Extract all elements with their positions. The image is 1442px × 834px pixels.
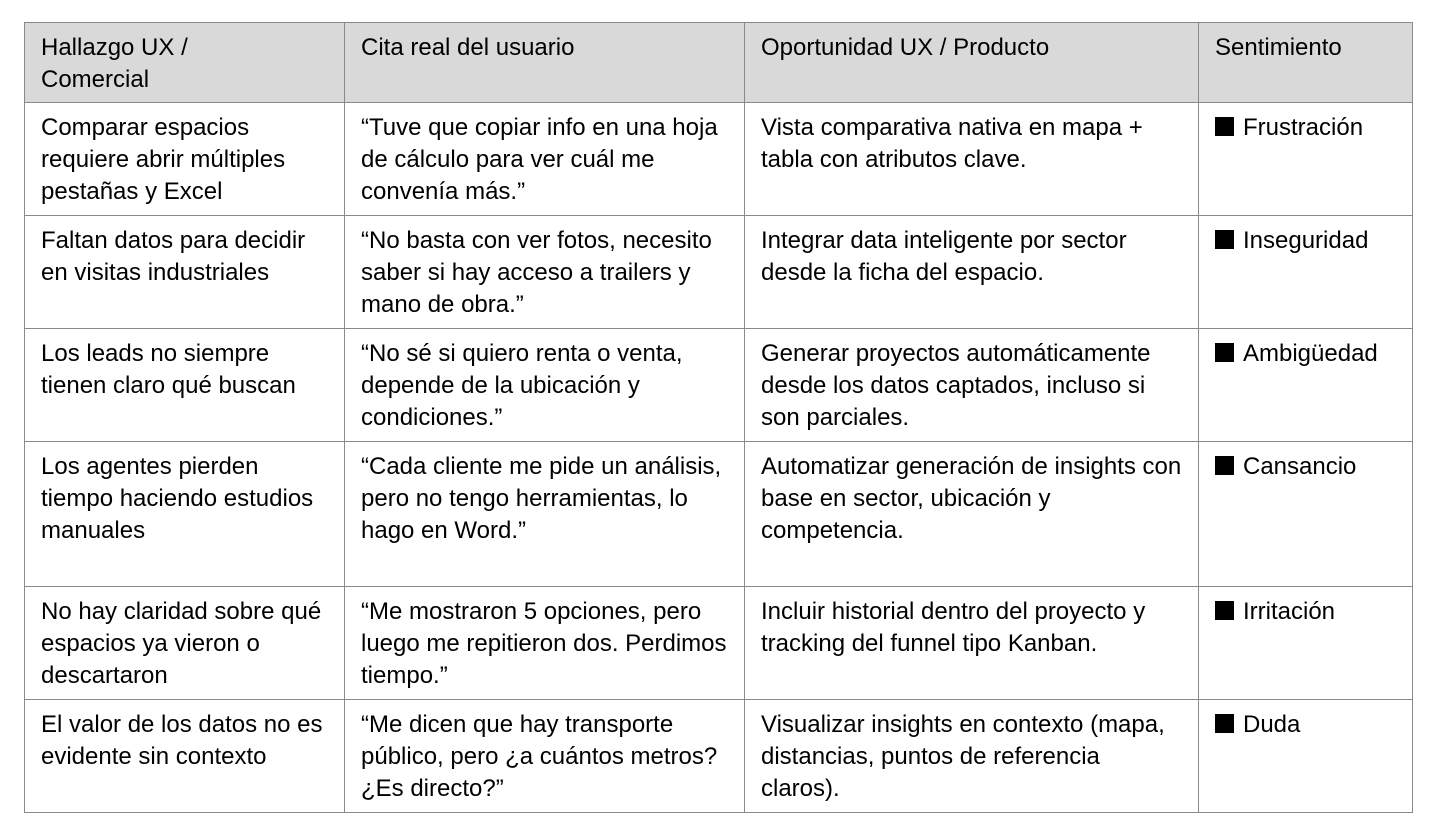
cell-sentiment [1199,329,1413,442]
cell-quote: “Me dicen que hay transporte público, pero ¿a cuántos metros? ¿Es directo?” [345,700,745,813]
table-row [25,103,1413,216]
cell-sentiment [1199,103,1413,216]
header-quote: Cita real del usuario [345,23,745,103]
sentiment-label: Duda [1243,711,1301,738]
cell-quote: “Tuve que copiar info en una hoja de cálculo para ver cuál me convenía más.” [345,103,745,216]
ux-findings-table [24,22,1413,813]
cell-quote: “Cada cliente me pide un análisis, pero no tengo herramientas, lo hago en Word.” [345,442,745,587]
cell-finding: Los agentes pierden tiempo haciendo estudios manuales [25,442,345,587]
cell-sentiment [1199,700,1413,813]
cell-finding: No hay claridad sobre qué espacios ya vieron o descartaron [25,587,345,700]
cell-opportunity: Incluir historial dentro del proyecto y tracking del funnel tipo Kanban. [745,587,1199,700]
black-square-icon [1215,601,1234,620]
header-finding-line1: Hallazgo UX / [41,34,188,61]
cell-finding: Comparar espacios requiere abrir múltiples pestañas y Excel [25,103,345,216]
sentiment-label: Ambigüedad [1243,340,1378,367]
table-row [25,329,1413,442]
cell-quote: “Me mostraron 5 opciones, pero luego me repitieron dos. Perdimos tiempo.” [345,587,745,700]
cell-quote: “No basta con ver fotos, necesito saber si hay acceso a trailers y mano de obra.” [345,216,745,329]
black-square-icon [1215,117,1234,136]
cell-opportunity: Automatizar generación de insights con base en sector, ubicación y competencia. [745,442,1199,587]
header-opportunity: Oportunidad UX / Producto [745,23,1199,103]
table-row [25,216,1413,329]
cell-sentiment [1199,442,1413,587]
cell-opportunity: Visualizar insights en contexto (mapa, distancias, puntos de referencia claros). [745,700,1199,813]
cell-finding: Faltan datos para decidir en visitas industriales [25,216,345,329]
cell-opportunity: Vista comparativa nativa en mapa + tabla con atributos clave. [745,103,1199,216]
sentiment-label: Inseguridad [1243,227,1369,254]
table-row [25,442,1413,587]
ux-findings-table-container [24,22,1413,813]
black-square-icon [1215,343,1234,362]
cell-sentiment [1199,587,1413,700]
black-square-icon [1215,230,1234,249]
header-sentiment: Sentimiento [1199,23,1413,103]
table-row [25,587,1413,700]
table-row [25,700,1413,813]
black-square-icon [1215,714,1234,733]
cell-sentiment [1199,216,1413,329]
sentiment-label: Cansancio [1243,453,1357,480]
cell-finding: Los leads no siempre tienen claro qué buscan [25,329,345,442]
black-square-icon [1215,456,1234,475]
cell-quote: “No sé si quiero renta o venta, depende de la ubicación y condiciones.” [345,329,745,442]
cell-finding: El valor de los datos no es evidente sin contexto [25,700,345,813]
table-header-row [25,23,1413,103]
cell-opportunity: Generar proyectos automáticamente desde los datos captados, incluso si son parciales. [745,329,1199,442]
header-finding [25,23,345,103]
header-finding-line2: Comercial [41,66,150,93]
sentiment-label: Irritación [1243,598,1336,625]
cell-opportunity: Integrar data inteligente por sector desde la ficha del espacio. [745,216,1199,329]
sentiment-label: Frustración [1243,114,1364,141]
